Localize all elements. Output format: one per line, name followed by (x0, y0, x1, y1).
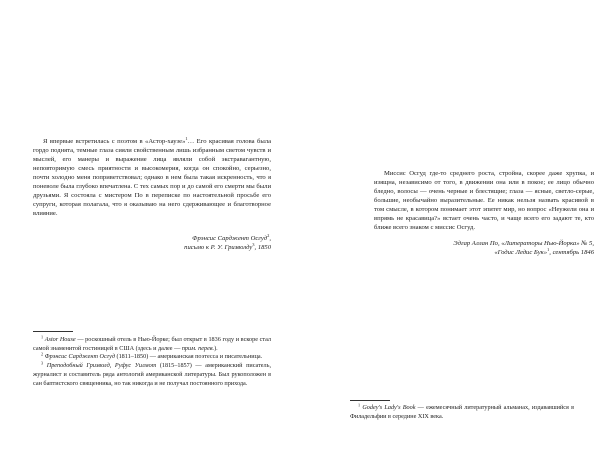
footnote-number: 3 (41, 360, 44, 366)
footnote-text: — ежемесячный литературный альманах, издававшийся в Филадельфии в середине XIX века. (350, 404, 575, 420)
footnote-number: 1 (41, 334, 44, 340)
footnote-term: Godey's Lady's Book (362, 404, 416, 411)
epigraph-attribution-right (374, 239, 594, 257)
attribution-line-1: Эдгар Аллан По, «Литераторы Нью-Йорка» № 5, (453, 240, 594, 247)
footnote-text: — роскошный отель в Нью-Йорке; был открыт в 1836 году и вскоре стал самой знаменитой гостиницей в США (здесь и далее — (33, 336, 272, 352)
attribution-source (33, 243, 271, 252)
source-year: , 1850 (254, 244, 271, 251)
footnote-item (33, 353, 271, 362)
epigraph-attribution-left (33, 234, 271, 252)
footnotes-left (33, 336, 271, 388)
footnote-ref[interactable]: 2 (267, 233, 270, 238)
footnote-ref[interactable]: 3 (252, 242, 255, 247)
footnote-number: 2 (41, 351, 44, 357)
source-title: письмо к Р. У. Гризволду (184, 244, 253, 251)
author-name: Фрэнсис Сарджент Осгуд (192, 235, 268, 242)
footnote-ref[interactable]: 1 (547, 247, 550, 252)
attribution-date: , сентябрь 1846 (549, 249, 594, 256)
footnotes-right (350, 404, 574, 421)
epigraph-osgood (33, 137, 271, 218)
footnote-ref[interactable]: 1 (185, 136, 188, 141)
right-page (299, 0, 598, 469)
epigraph-paragraph (33, 137, 271, 218)
footnote-item (350, 404, 574, 421)
footnote-close: ). (214, 344, 218, 352)
footnote-tail: прим. перев. (181, 344, 215, 352)
footnote-term: Фрэнсис Сарджент Осгуд (44, 353, 115, 361)
footnote-separator (33, 331, 73, 332)
epigraph-poe (374, 169, 594, 232)
footnote-term: Преподобный Гризволд, Руфус Уилмот (46, 362, 157, 370)
footnote-item (33, 362, 271, 388)
attribution-author: Фрэнсис Сарджент Осгуд$^2$, (192, 233, 271, 242)
attribution-line-2 (374, 248, 594, 257)
footnote-text: (1811–1850) — американская поэтесса и писательница. (114, 353, 263, 361)
epigraph-text-rest: … Его красивая голова была гордо поднята, темные глаза сияли свойственным лишь избранным светом чувств и мыслей, его манеры и выражение лица являли собой экстравагантную, неповторимую смесь приятности и высокомерия, когда он спокойно, серьезно, почти холодно меня поприветствовал; однако в нем была такая искренность, что я поневоле была глубоко впечатлена. С тех самых пор и до самой его смерти мы были друзьями. Я состояла с мистером По в переписке по настоятельной просьбе его супруги, которая полагала, что я оказываю на него сдерживающее и благотворное влияние. (33, 138, 272, 218)
footnote-separator (350, 400, 390, 401)
epigraph-text-start: Я впервые встретилась с поэтом в «Астор-хаузе» (43, 138, 186, 145)
epigraph-paragraph: Миссис Осгуд где-то среднего роста, стройна, скорее даже хрупка, и изящна, независимо от того, в движении она или в покое; ее лицо обычно бледно, волосы — очень черные и блестящие; глаза — ясные, светло-серые, большие, необычайно выразительные. Ее никак нельзя назвать красивой в том смысле, в котором понимает этот эпитет мир, но вопрос «Неужели она и впрямь не красавица?» встает очень часто, и чаще всего его задают те, кто ближе всего знаком с миссис Осгуд. (374, 170, 594, 232)
footnote-number: 1 (358, 402, 361, 408)
magazine-title: «Годис Ледис Бук» (494, 249, 548, 256)
footnote-term: Astor House (44, 336, 76, 343)
footnote-text: (1815–1857) — американский писатель, журналист и составитель ряда антологий американской литературы. Был рукоположен в сан баптистского священника, но так никогда и не получал постоянного прихода. (33, 362, 272, 387)
footnote-item (33, 336, 271, 353)
